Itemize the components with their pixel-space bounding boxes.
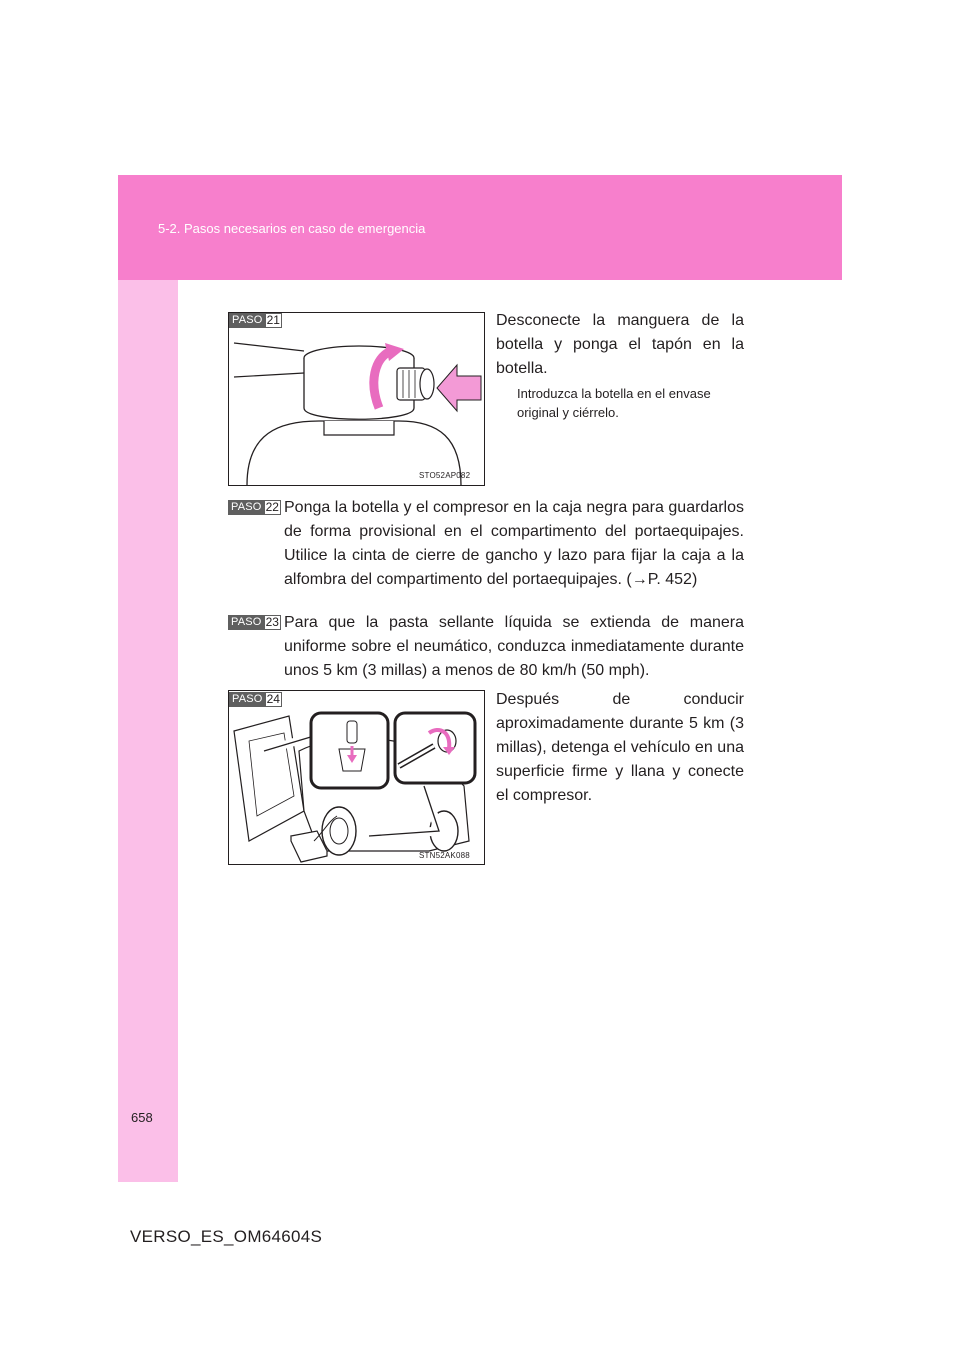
- step-24-text: Después de conducir aproximadamente durante 5 km (3 millas), detenga el vehículo en una superficie firme y llana y conecte el compresor.: [496, 691, 744, 804]
- step-badge-word: PASO: [229, 313, 265, 328]
- step-badge-23: [228, 615, 281, 630]
- step-21-note: Introduzca la botella en el envase original y ciérrelo.: [517, 386, 711, 420]
- document-code: VERSO_ES_OM64604S: [130, 1227, 323, 1246]
- figure-code: STN52AK088: [419, 851, 470, 860]
- car-compressor-icon: [229, 691, 484, 864]
- step-21-text: Desconecte la manguera de la botella y ponga el tapón en la botella.: [496, 312, 744, 377]
- section-title: 5-2. Pasos necesarios en caso de emergencia: [158, 221, 426, 236]
- step-badge-number: 22: [265, 500, 279, 514]
- bottle-cap-icon: [229, 313, 484, 485]
- step-badge-number: 24: [266, 692, 280, 706]
- step-badge-word: PASO: [229, 692, 265, 707]
- step-badge-word: PASO: [228, 500, 264, 515]
- step-badge-22: [228, 500, 281, 515]
- step-badge-word: PASO: [228, 615, 264, 630]
- step-badge-number: 23: [265, 615, 279, 629]
- step-badge-21: [229, 313, 282, 328]
- page-number: 658: [131, 1110, 153, 1125]
- figure-step-21: [228, 312, 485, 486]
- step-badge-number: 21: [266, 313, 280, 327]
- step-23-text: Para que la pasta sellante líquida se extienda de manera uniforme sobre el neumático, conduzca inmediatamente durante unos 5 km (3 millas) a menos de 80 km/h (50 mph).: [284, 614, 744, 679]
- figure-code: STO52AP082: [419, 471, 471, 480]
- section-header: [118, 175, 842, 280]
- figure-step-24: [228, 690, 485, 865]
- step-22-text: Ponga la botella y el compresor en la caja negra para guardarlos de forma provisional en el compartimento del portaequipajes. Utilice la cinta de cierre de gancho y lazo para fijar la caja a la alfombra del compartimento del portaequipajes. (→P. 452): [284, 499, 744, 588]
- step-badge-24: [229, 692, 282, 707]
- side-strip: [118, 280, 178, 1182]
